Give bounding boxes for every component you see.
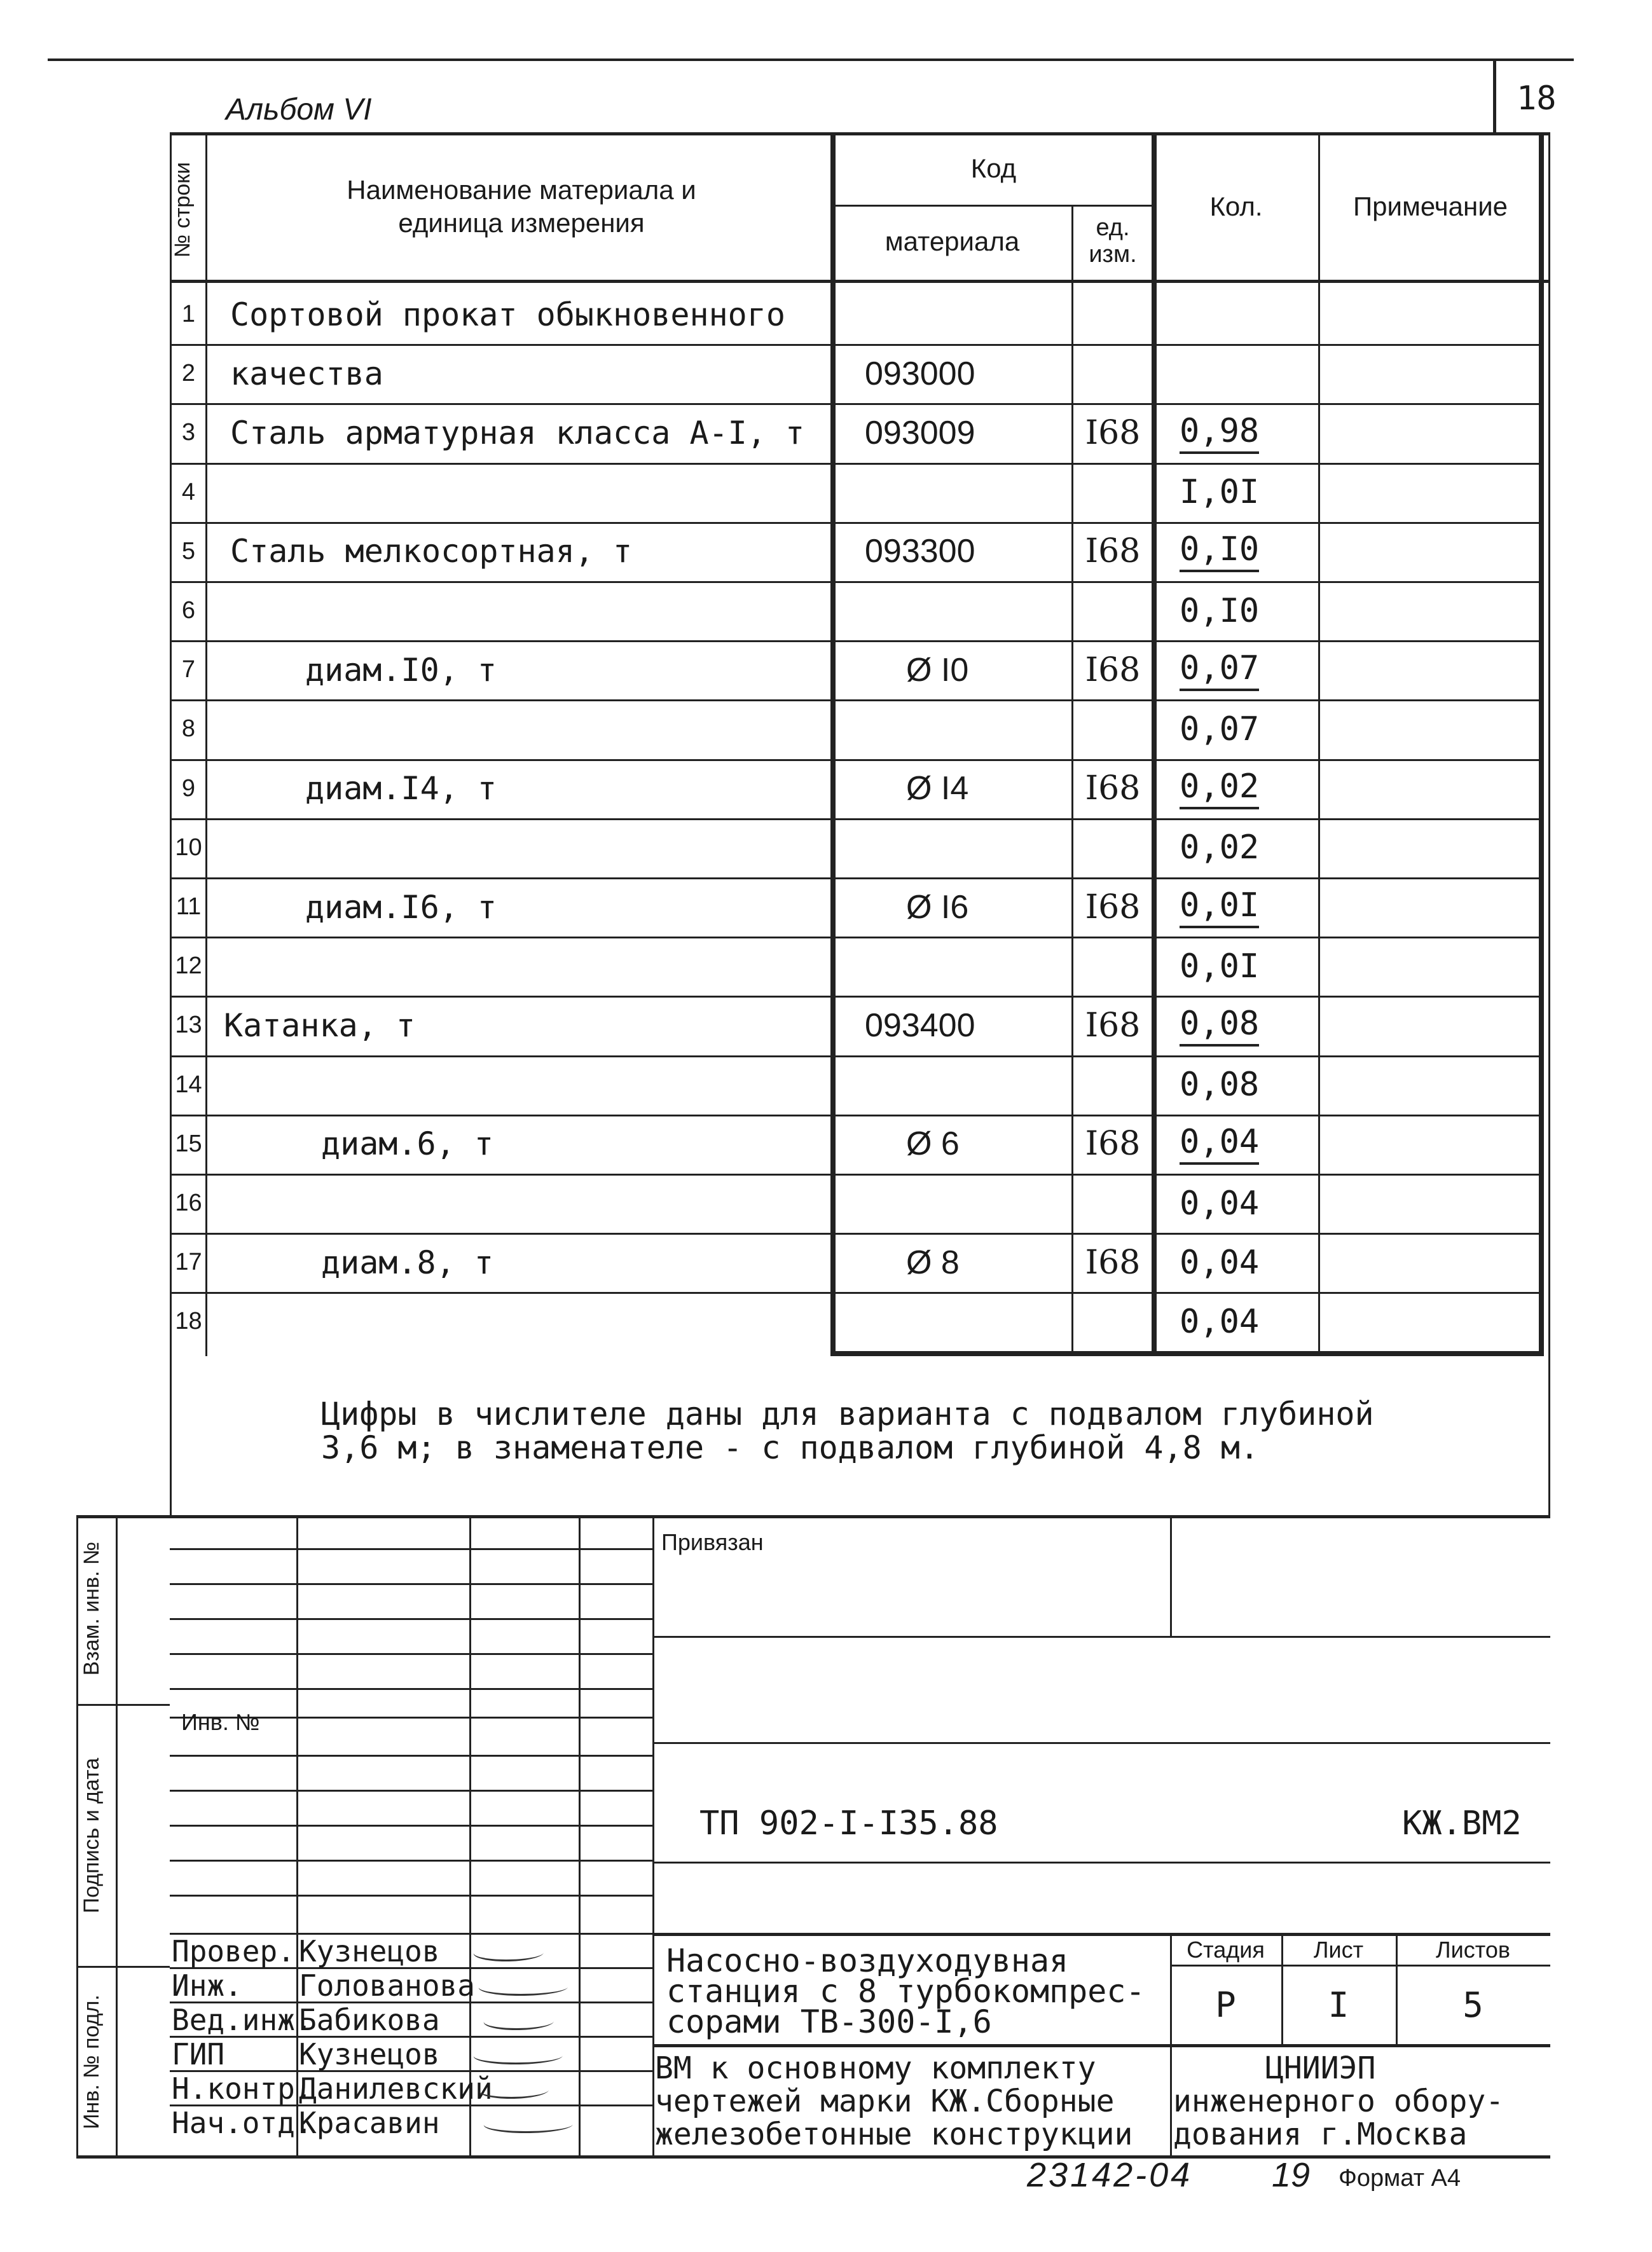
row-number: 17 [175,1249,202,1276]
qty-value: 0,I0 [1180,591,1260,630]
material-code: 093009 [865,414,975,451]
desc-line-2: чертежей марки КЖ.Сборные [655,2084,1115,2119]
qty-denominator [1180,937,1316,996]
stamp-r-h3 [652,1862,1550,1864]
privyazan-label: Привязан [661,1529,764,1555]
unit-code [1075,1055,1151,1115]
material-code [865,818,1068,877]
material-code [865,581,1068,640]
table-body-bottom [830,1351,1544,1356]
archive-number: 23142-04 [1027,2156,1193,2194]
doc-mark: КЖ.ВМ2 [1402,1804,1522,1843]
stamp-grid-line [170,1618,652,1620]
side-label-podpis: Подпись и дата [79,1757,104,1914]
qty-denominator [1180,344,1316,403]
note-line-2: 3,6 м; в знаменателе - с подвалом глубиной 4,8 м. [321,1429,1260,1466]
signer-name: Кузнецов [299,1934,440,1968]
material-name [230,581,822,640]
material-code: 093300 [865,533,975,570]
qty-denominator [1180,699,1316,759]
material-code [865,1055,1068,1115]
material-code [865,699,1068,759]
qty-numerator [1180,640,1316,699]
org-line-1: ЦНИИЭП [1265,2050,1376,2086]
signer-role: Вед.инж. [172,2003,313,2037]
header-row-no: № строки [170,161,195,258]
row-number: 16 [175,1190,202,1217]
sheets-label: Листов [1436,1936,1510,1963]
material-name [230,699,822,759]
stamp-grid-line [170,1790,652,1792]
header-bottom [170,280,1548,283]
note-line-1: Цифры в числителе даны для варианта с подвалом глубиной [321,1396,1374,1432]
row-number: 10 [175,834,202,861]
qty-value: 0,0I [1180,886,1259,928]
stamp-grid-line [170,1688,652,1690]
title-line-3: сорами ТВ-300-I,6 [666,2003,992,2040]
inv-no-label: Инв. № [181,1709,260,1735]
outer-right [1548,132,1550,1515]
row-number: 13 [175,1012,202,1039]
header-code-unit: ед. изм. [1089,214,1137,268]
col-right [1539,132,1544,1356]
sheet-number: 18 [1517,79,1557,118]
material-name [230,1055,822,1115]
stamp-side-split-1 [76,1704,170,1706]
signer-name: Данилевский [299,2071,493,2106]
stage-label: Стадия [1187,1936,1265,1963]
sheet-number-divider [1493,58,1496,134]
material-code [865,1292,1068,1351]
qty-value: 0,0I [1180,947,1260,985]
material-name [230,1292,822,1351]
signer-name: Голованова [299,1968,475,2003]
signer-role: Нач.отд. [172,2106,313,2140]
row-number: 3 [181,419,196,446]
qty-value: I,0I [1180,473,1260,512]
unit-code [1075,344,1151,403]
material-name: диам.I0, т [305,651,497,689]
unit-code: I68 [1085,1243,1141,1282]
unit-code [1075,463,1151,522]
album-label: Альбом VI [226,93,372,127]
qty-value: 0,02 [1180,828,1260,867]
stamp-left-inner [116,1515,118,2157]
qty-denominator [1180,463,1316,522]
unit-code [1075,937,1151,996]
row-number: 4 [181,478,196,505]
header-qty: Кол. [1209,191,1263,221]
stamp-left-outer [76,1515,78,2157]
material-name: качества [230,355,383,392]
stamp-grid-line [170,1583,652,1585]
desc-line-1: ВМ к основному комплекту [655,2050,1096,2086]
unit-code [1075,285,1151,344]
signer-name: Бабикова [299,2003,440,2037]
qty-numerator [1180,1115,1316,1174]
page-number: 19 [1272,2156,1311,2194]
sheet-label: Лист [1313,1936,1364,1963]
qty-numerator [1180,759,1316,818]
unit-code [1075,581,1151,640]
qty-value: 0,04 [1180,1302,1260,1341]
unit-code: I68 [1085,888,1141,926]
material-name [230,937,822,996]
top-rule [48,58,1574,61]
side-label-vzam: Взам. инв. № [79,1541,104,1676]
qty-denominator [1180,581,1316,640]
material-name [230,1174,822,1233]
row-number: 15 [175,1130,202,1157]
signer-role: Инж. [172,1968,242,2003]
qty-denominator [1180,818,1316,877]
material-name: Катанка, т [224,1006,416,1044]
signer-role: ГИП [172,2037,225,2071]
unit-code [1075,699,1151,759]
material-code: 093000 [865,355,975,392]
sheet-value: I [1328,1984,1349,2025]
privyazan-divider [1170,1515,1172,1636]
org-line-2: инженерного обору- [1173,2084,1504,2119]
signature-mark [476,1979,571,1996]
stamp-grid-line [170,1860,652,1862]
unit-code: I68 [1085,1006,1141,1045]
qty-value: 0,I0 [1180,530,1259,572]
material-name: диам.8, т [321,1244,493,1281]
stamp-r-h5 [652,2044,1550,2047]
material-code [865,1174,1068,1233]
qty-value: 0,08 [1180,1005,1259,1047]
signer-role: Н.контр. [172,2071,313,2106]
unit-code: I68 [1085,769,1141,808]
qty-numerator [1180,285,1316,344]
unit-code: I68 [1085,532,1141,571]
col-rowno [205,132,207,1356]
material-code: Ø I6 [906,888,969,926]
qty-numerator [1180,877,1316,937]
row-number: 2 [181,360,196,387]
side-label-inv-podl: Инв. № подл. [79,1995,104,2129]
qty-numerator [1180,1233,1316,1292]
material-name: Сортовой прокат обыкновенного [230,296,785,333]
qty-value: 0,08 [1180,1066,1260,1104]
material-name: диам.I6, т [305,888,497,926]
qty-value: 0,04 [1180,1243,1260,1282]
grid-v3 [579,1515,581,2157]
stamp-grid-line [170,1895,652,1897]
qty-value: 0,04 [1180,1184,1260,1223]
code-split [833,205,1154,207]
material-name: Сталь мелкосортная, т [230,533,633,570]
unit-code: I68 [1085,413,1141,452]
col-qty-end [1318,132,1320,1356]
material-code: 093400 [865,1006,975,1044]
material-name [230,818,822,877]
stamp-grid-line [170,1548,652,1550]
header-code-material: материала [885,226,1020,256]
qty-denominator [1180,1174,1316,1233]
stage-value: Р [1215,1984,1236,2025]
qty-numerator [1180,996,1316,1055]
qty-value: 0,07 [1180,710,1260,748]
grid-v1 [296,1515,298,2157]
material-code: Ø I0 [906,651,969,689]
material-code: Ø I4 [906,770,969,807]
material-name: диам.I4, т [305,770,497,807]
row-number: 18 [175,1308,202,1335]
qty-value: 0,07 [1180,649,1259,691]
row-number: 8 [181,715,196,743]
material-code: Ø 8 [906,1244,960,1281]
unit-code: I68 [1085,650,1141,689]
signer-role: Провер. [172,1934,295,1968]
qty-denominator [1180,1055,1316,1115]
signature-mark [471,2047,566,2064]
qty-value: 0,02 [1180,767,1259,809]
grid-v4 [652,1515,654,2157]
signature-mark [481,2116,576,2133]
doc-code: ТП 902-I-I35.88 [699,1804,998,1843]
row-number: 1 [181,301,196,328]
signer-name: Кузнецов [299,2037,440,2071]
org-line-3: дования г.Москва [1173,2117,1468,2152]
material-code [865,937,1068,996]
material-code [865,463,1068,522]
material-name: Сталь арматурная класса A-I, т [230,414,805,451]
qty-denominator [1180,1292,1316,1351]
row-number: 9 [181,774,196,802]
stamp-grid-line [170,1653,652,1655]
qty-value: 0,04 [1180,1123,1259,1165]
row-number: 6 [181,597,196,624]
stamp-grid-line [170,1755,652,1757]
material-name: диам.6, т [321,1125,493,1163]
unit-code [1075,1174,1151,1233]
title-line-2: станция с 8 турбокомпрес- [666,1973,1145,2010]
qty-value: 0,98 [1180,412,1259,454]
material-code [865,285,1068,344]
stamp-r-h2 [652,1742,1550,1744]
material-code: Ø 6 [906,1125,960,1163]
header-name: Наименование материала и единица измерения [347,174,696,238]
header-note: Примечание [1353,191,1508,221]
title-line-1: Насосно-воздуходувная [666,1942,1069,1979]
unit-code: I68 [1085,1125,1141,1164]
material-name [230,463,822,522]
signer-name: Красавин [299,2106,440,2140]
format-label: Формат А4 [1339,2165,1461,2192]
header-code: Код [970,153,1017,183]
signature-mark [481,2013,557,2030]
table-top [170,132,1548,135]
stamp-side-split-2 [76,1966,170,1968]
unit-code [1075,1292,1151,1351]
col-code-end [1152,132,1157,1356]
row-number: 11 [176,893,202,921]
sheets-value: 5 [1463,1984,1483,2025]
unit-code [1075,818,1151,877]
qty-numerator [1180,522,1316,581]
row-number: 7 [181,656,196,683]
row-number: 12 [175,952,202,980]
stamp-grid-line [170,1825,652,1827]
stamp-r-h1 [652,1636,1550,1638]
qty-numerator [1180,403,1316,462]
row-number: 14 [175,1071,202,1098]
desc-line-3: железобетонные конструкции [655,2117,1133,2152]
row-number: 5 [181,537,196,565]
